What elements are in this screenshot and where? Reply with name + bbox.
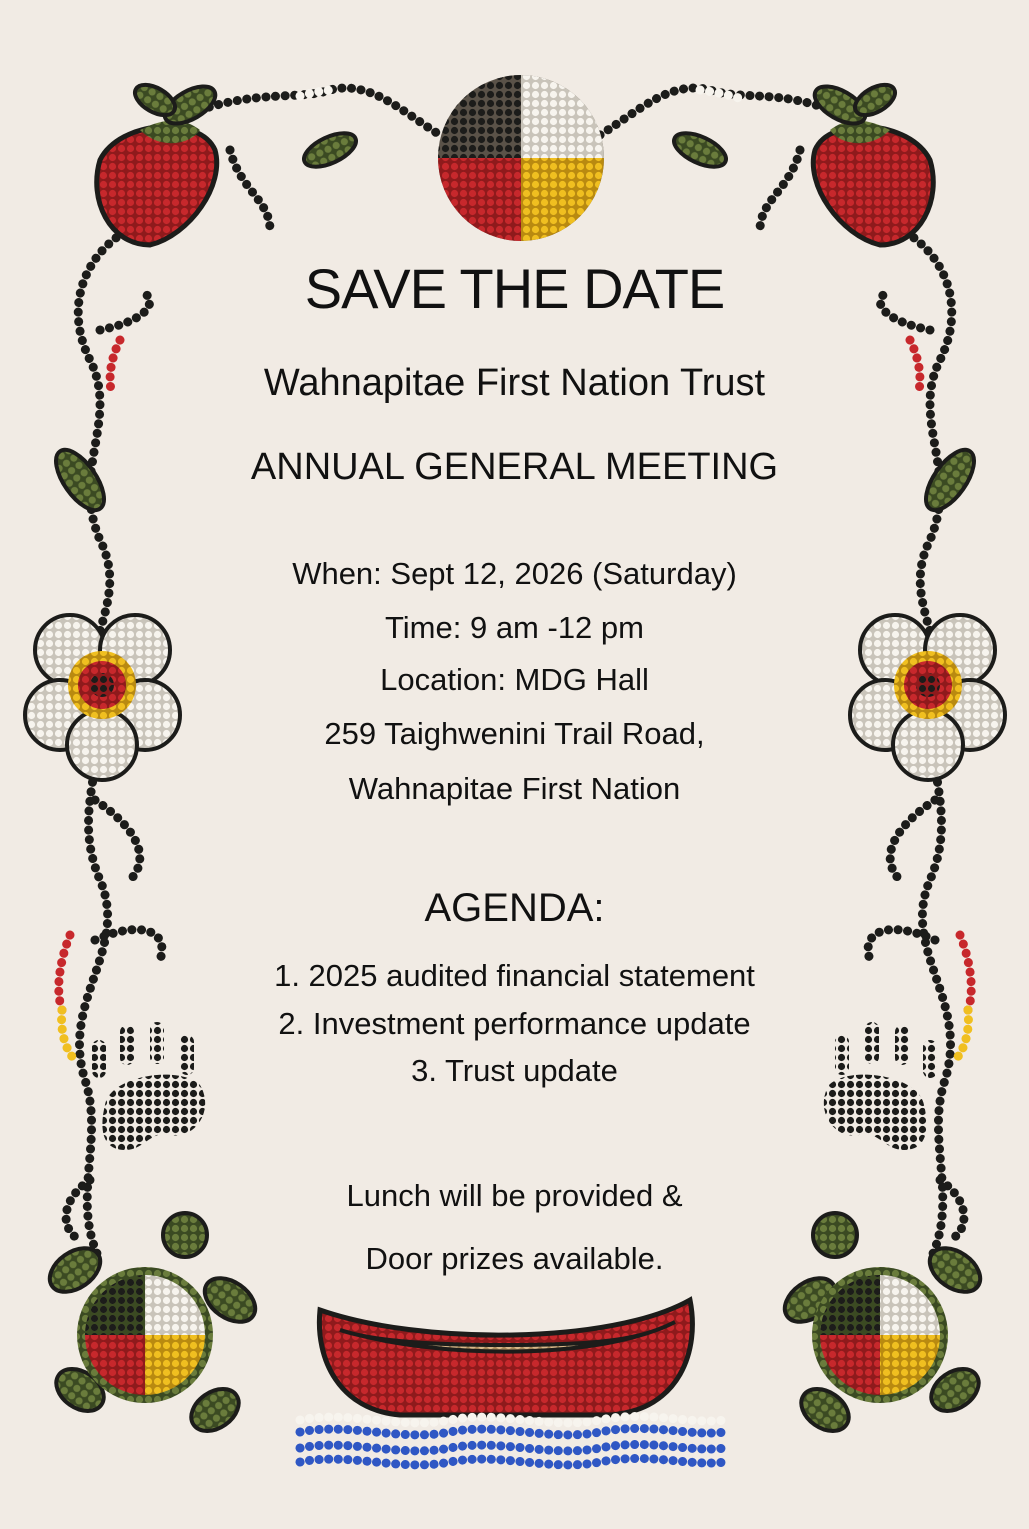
agenda-item: 1. 2025 audited financial statement xyxy=(274,958,755,993)
agenda-item: 2. Investment performance update xyxy=(278,1006,751,1041)
canoe-icon xyxy=(319,1300,692,1415)
event-address-line1: 259 Taighwenini Trail Road, xyxy=(324,716,705,751)
medicine-wheel-icon xyxy=(438,75,604,241)
agenda-item: 3. Trust update xyxy=(411,1053,618,1088)
meeting-name: ANNUAL GENERAL MEETING xyxy=(250,446,779,488)
page-title: SAVE THE DATE xyxy=(304,257,725,320)
curl-2 xyxy=(760,150,800,230)
door-prizes-note: Door prizes available. xyxy=(365,1241,664,1276)
organization-name: Wahnapitae First Nation Trust xyxy=(263,362,766,404)
strawberry-icon xyxy=(97,79,222,245)
agenda-heading: AGENDA: xyxy=(424,886,605,930)
strawberry-icon xyxy=(809,79,934,245)
event-location: Location: MDG Hall xyxy=(380,662,649,697)
curl-6 xyxy=(890,800,935,880)
event-address-line2: Wahnapitae First Nation xyxy=(348,771,681,806)
water-waves-icon xyxy=(300,1416,725,1464)
curl-1 xyxy=(230,150,270,230)
event-time: Time: 9 am -12 pm xyxy=(385,610,644,645)
event-date: When: Sept 12, 2026 (Saturday) xyxy=(292,556,737,591)
lunch-note: Lunch will be provided & xyxy=(346,1178,683,1213)
curl-5 xyxy=(95,800,140,880)
